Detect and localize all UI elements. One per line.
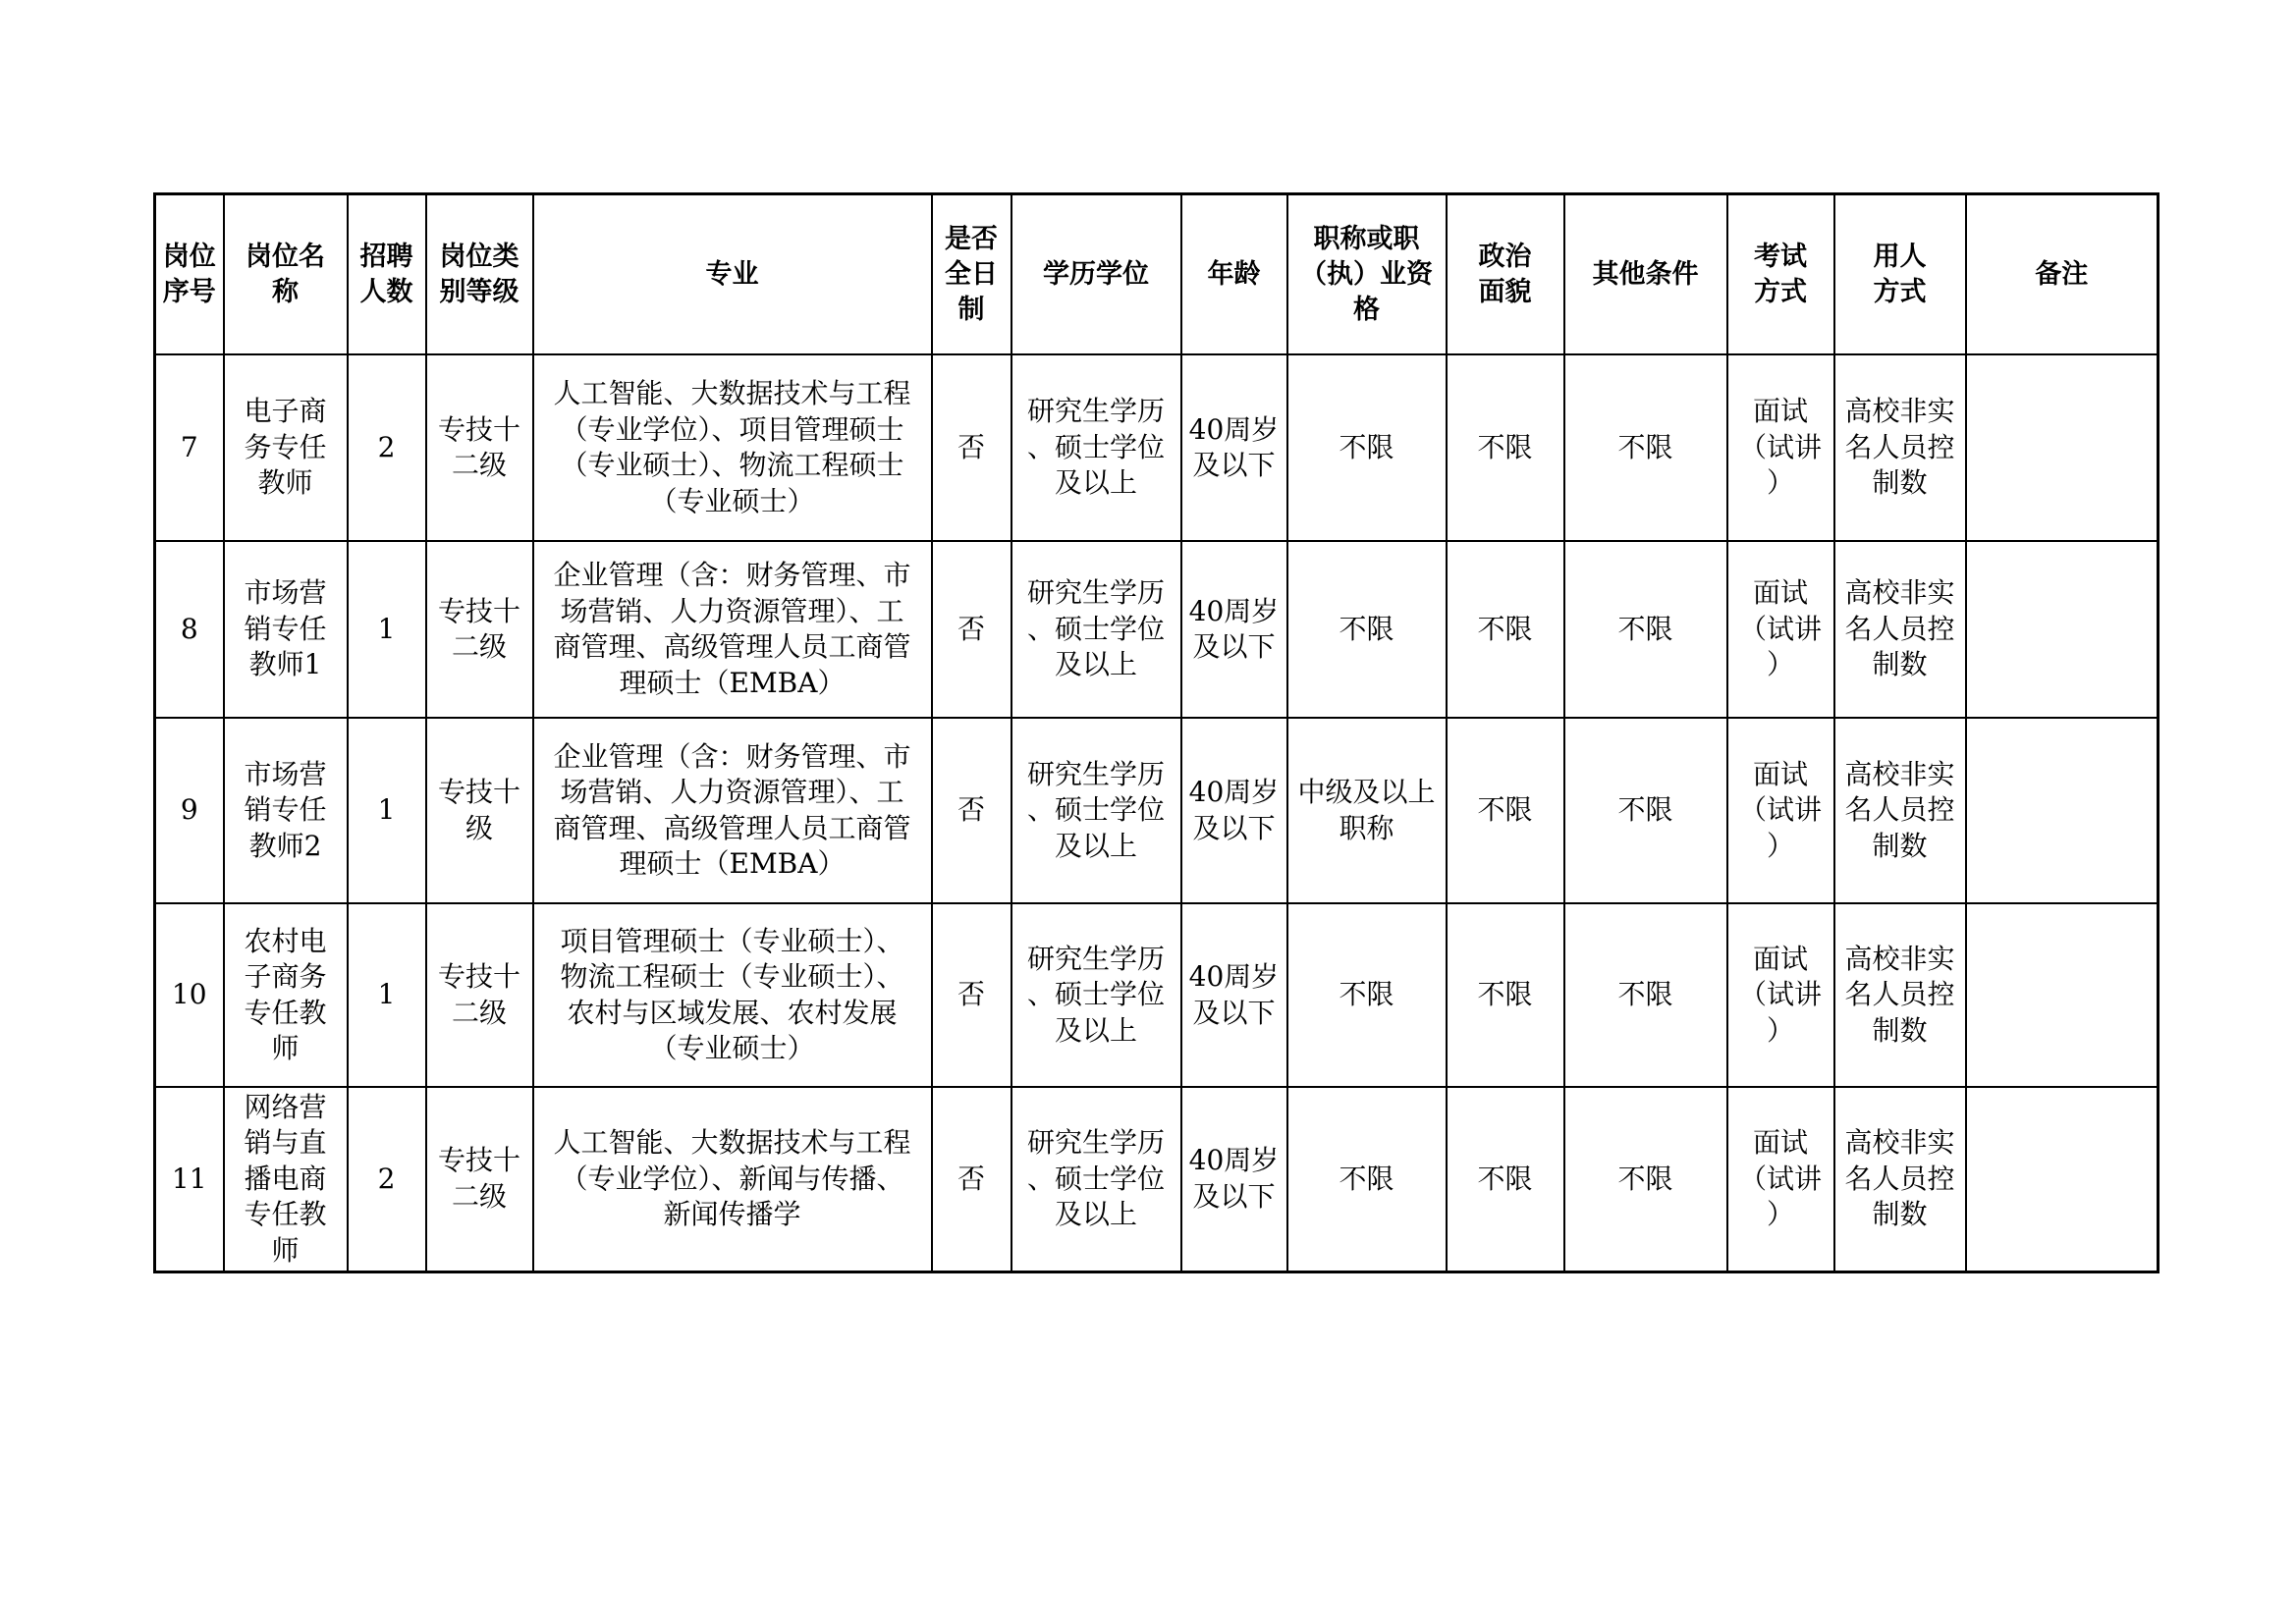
cell-count: 1 [348, 718, 426, 903]
cell-fulltime: 否 [932, 1087, 1011, 1271]
cell-exam: 面试 （试讲 ） [1727, 718, 1834, 903]
cell-count: 1 [348, 903, 426, 1087]
cell-employ: 高校非实 名人员控 制数 [1834, 718, 1966, 903]
cell-name: 农村电 子商务 专任教 师 [224, 903, 348, 1087]
header-11: 其他条件 [1564, 194, 1727, 355]
cell-other: 不限 [1564, 1087, 1727, 1271]
cell-politics: 不限 [1447, 354, 1564, 541]
cell-degree: 研究生学历 、硕士学位 及以上 [1011, 354, 1181, 541]
cell-age: 40周岁 及以下 [1181, 903, 1287, 1087]
cell-employ: 高校非实 名人员控 制数 [1834, 903, 1966, 1087]
table-row [155, 903, 2159, 1087]
cell-title: 中级及以上 职称 [1287, 718, 1447, 903]
cell-major: 项目管理硕士（专业硕士）、 物流工程硕士（专业硕士）、 农村与区域发展、农村发展 （专业硕士） [533, 903, 932, 1087]
cell-note [1966, 1087, 2159, 1271]
cell-politics: 不限 [1447, 1087, 1564, 1271]
header-4: 岗位类 别等级 [426, 194, 533, 355]
cell-politics: 不限 [1447, 718, 1564, 903]
cell-id: 9 [155, 718, 224, 903]
cell-exam: 面试 （试讲 ） [1727, 1087, 1834, 1271]
cell-major: 企业管理（含：财务管理、市 场营销、人力资源管理）、工 商管理、高级管理人员工商管 理硕士（EMBA） [533, 718, 932, 903]
cell-note [1966, 354, 2159, 541]
cell-age: 40周岁 及以下 [1181, 541, 1287, 718]
cell-count: 2 [348, 354, 426, 541]
cell-id: 8 [155, 541, 224, 718]
cell-note [1966, 903, 2159, 1087]
header-10: 政治 面貌 [1447, 194, 1564, 355]
cell-age: 40周岁 及以下 [1181, 354, 1287, 541]
recruitment-table [153, 192, 2159, 1273]
cell-exam: 面试 （试讲 ） [1727, 541, 1834, 718]
cell-politics: 不限 [1447, 903, 1564, 1087]
cell-name: 市场营 销专任 教师1 [224, 541, 348, 718]
header-7: 学历学位 [1011, 194, 1181, 355]
header-13: 用人 方式 [1834, 194, 1966, 355]
cell-exam: 面试 （试讲 ） [1727, 903, 1834, 1087]
cell-title: 不限 [1287, 903, 1447, 1087]
cell-count: 1 [348, 541, 426, 718]
cell-id: 7 [155, 354, 224, 541]
cell-fulltime: 否 [932, 718, 1011, 903]
header-8: 年龄 [1181, 194, 1287, 355]
cell-count: 2 [348, 1087, 426, 1271]
cell-name: 电子商 务专任 教师 [224, 354, 348, 541]
table-row [155, 354, 2159, 541]
cell-politics: 不限 [1447, 541, 1564, 718]
cell-age: 40周岁 及以下 [1181, 1087, 1287, 1271]
cell-exam: 面试 （试讲 ） [1727, 354, 1834, 541]
table-row [155, 1087, 2159, 1271]
cell-title: 不限 [1287, 354, 1447, 541]
cell-other: 不限 [1564, 718, 1727, 903]
header-2: 岗位名 称 [224, 194, 348, 355]
cell-note [1966, 718, 2159, 903]
header-12: 考试 方式 [1727, 194, 1834, 355]
table-row [155, 541, 2159, 718]
cell-degree: 研究生学历 、硕士学位 及以上 [1011, 718, 1181, 903]
cell-employ: 高校非实 名人员控 制数 [1834, 354, 1966, 541]
cell-degree: 研究生学历 、硕士学位 及以上 [1011, 903, 1181, 1087]
header-6: 是否 全日 制 [932, 194, 1011, 355]
header-14: 备注 [1966, 194, 2159, 355]
cell-employ: 高校非实 名人员控 制数 [1834, 1087, 1966, 1271]
cell-id: 10 [155, 903, 224, 1087]
cell-degree: 研究生学历 、硕士学位 及以上 [1011, 541, 1181, 718]
cell-level: 专技十 级 [426, 718, 533, 903]
cell-major: 人工智能、大数据技术与工程 （专业学位）、新闻与传播、 新闻传播学 [533, 1087, 932, 1271]
cell-level: 专技十 二级 [426, 1087, 533, 1271]
cell-major: 人工智能、大数据技术与工程 （专业学位）、项目管理硕士 （专业硕士）、物流工程硕士 （专业硕士） [533, 354, 932, 541]
cell-degree: 研究生学历 、硕士学位 及以上 [1011, 1087, 1181, 1271]
table-row [155, 718, 2159, 903]
cell-fulltime: 否 [932, 354, 1011, 541]
header-row [155, 194, 2159, 355]
cell-title: 不限 [1287, 541, 1447, 718]
cell-level: 专技十 二级 [426, 541, 533, 718]
cell-id: 11 [155, 1087, 224, 1271]
cell-other: 不限 [1564, 354, 1727, 541]
cell-name: 网络营 销与直 播电商 专任教 师 [224, 1087, 348, 1271]
table-body [155, 354, 2159, 1271]
cell-name: 市场营 销专任 教师2 [224, 718, 348, 903]
cell-employ: 高校非实 名人员控 制数 [1834, 541, 1966, 718]
cell-major: 企业管理（含：财务管理、市 场营销、人力资源管理）、工 商管理、高级管理人员工商管 理硕士（EMBA） [533, 541, 932, 718]
cell-fulltime: 否 [932, 541, 1011, 718]
cell-note [1966, 541, 2159, 718]
header-5: 专业 [533, 194, 932, 355]
cell-other: 不限 [1564, 903, 1727, 1087]
header-3: 招聘 人数 [348, 194, 426, 355]
cell-level: 专技十 二级 [426, 903, 533, 1087]
cell-fulltime: 否 [932, 903, 1011, 1087]
header-9: 职称或职 （执）业资 格 [1287, 194, 1447, 355]
header-1: 岗位 序号 [155, 194, 224, 355]
cell-other: 不限 [1564, 541, 1727, 718]
cell-level: 专技十 二级 [426, 354, 533, 541]
cell-title: 不限 [1287, 1087, 1447, 1271]
cell-age: 40周岁 及以下 [1181, 718, 1287, 903]
